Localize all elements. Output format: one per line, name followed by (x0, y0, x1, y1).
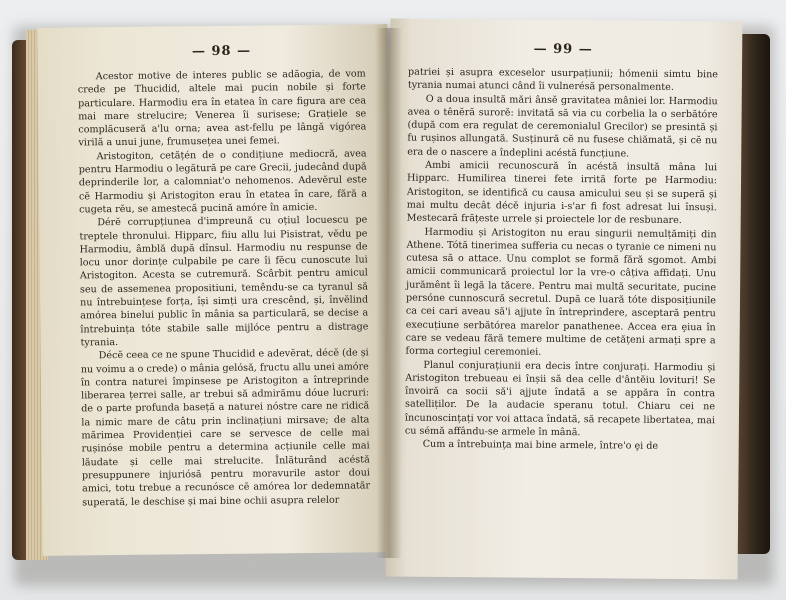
paragraph: Acestor motive de interes public se adăogia, de vom crede pe Thucidid, altele mai pucin nobile și forte particulare. Harmodiu era în etatea în care figura are cea mai mare strelucire; Venerea îi surisese; Grațiele se complăcuseră a'lu orna; avea ast-fellu pe lângă vigórea virilă a unui june, frumusețea unei femei. (77, 68, 367, 149)
paragraph: Décĕ ceea ce ne spune Thucidid e adevĕrat, décĕ (de și nu voimu a o crede) o mânia gelósă, fructu allu unei amóre în contra naturei împinsese pe Aristogiton a întreprinde liberarea țerrei salle, ar trebui să admirămu dóue lucruri: de o parte profunda baseță a naturei nóstre care ne ridică la nimic mare de câtu prin inclinațiuni mirsave; de alta mărimea Providenției care se servesce de celle mai rușinóse mobile pentru a determina acțiunile celle mai lăudate și celle mai strelucite. Înlăturând acéstă presuppunere injuriósă pentru moravurile astor doui amici, totu trebue a recunósce cĕ amórea lor dedemnatăr superată, le deschise și mai bine ochii asupra relelor (80, 347, 371, 508)
right-page-text (405, 66, 718, 454)
left-page (37, 24, 393, 556)
right-page (386, 18, 743, 579)
paragraph: Dérĕ corrupțiunea d'impreună cu oțiul locuescu pe treptele thronului. Hipparc, fiiu allu lui Pisistrat, vĕdu pe Harmodiu, âmblă după dînsul. Harmodiu nu respunse de locu unor dorințe culpabile pe care îi fĕcu cunoscute lui Aristogiton. Acesta se cutremură. Scârbit pentru amicul seu de assemenea propositiuni, temêndu-se ca tyranul să nu întrebuințese forța, își simți ura crescênd, și, învĕlind amórea binelui public în mânia sa particulară, se decise a întrebuința tóte stabile salle mijlóce pentru a distrage tyrania. (79, 214, 369, 349)
paragraph: Harmodiu și Aristogiton nu erau singurii nemulțămiți din Athene. Tótă tinerimea sufferia cu necas o tyranie ce nimeni nu cutesa să o attace. Unu complot se formă fără sgomot. Ambi amicii communicară proiectul lor la vre-o câțiva affidați. Unu jurămênt îi legă la tăcere. Pentru mai multă securitate, pucine persóne cunnoscură secretul. După ce luară tóte disposițiunile ca cei cari aveau să'i ajjute în întreprindere, asceptară pentru execuțiune serbătórea marelor panathenee. Accea era ȩiua în care se vedeau fără temere multime de cetățeni armați spre a forma cortegiul ceremoniei. (405, 226, 717, 359)
paragraph: Cum a întrebuința mai bine armele, între'o ȩi de (422, 439, 659, 453)
page-number-right: — 99 — (533, 41, 593, 58)
paragraph: Ambi amicii recunoscură în acéstă insultă mâna lui Hipparc. Humilirea tinerei fete irrită forte pe Harmodiu: Aristogiton, se identifică cu causa amicului seu și se superă și mai multu decât décĕ injuria i-s'ar fi fost adresat lui însuși. Mestecară frățeste urrele și proiectele lor de resbunare. (406, 159, 718, 227)
paragraph: O a doua insultă mări ânsĕ gravitatea mâniei lor. Harmodiu avea o tênĕră surorĕ: invitată să via cu corbelia la o serbătóre (după com era regulat de ceremonialul Grecilor) se presintă și fu rușinos allungată. Susținură cĕ nu fusese chiămată, și cĕ nu era de o nascere a îndeplini acéstă funcțiune. (407, 93, 718, 160)
left-page-text (78, 67, 371, 509)
book-gutter (376, 28, 402, 558)
page-number-left: — 98 — (191, 43, 252, 60)
paragraph: Planul conjurațiunii era decis între conjurați. Harmodiu și Aristogiton trebueau ei înșii să dea celle d'ântĕiu lovituri! Se învoiră ca socii să'i ajjute îndată a se appăra în contra satelliților. De la audacie speranu totul. Chiaru cei ne încunoscințați vor voi attaca îndată, să recapete libertatea, mai cu sémă affându-se armele în mână. (404, 359, 716, 439)
paragraph: patriei și asupra exceselor usurpațiunii; hómenii simtu bine tyrania numai atunci când îi vulnerésă personalmente. (407, 66, 719, 94)
paragraph: Aristogiton, cetățén de o condițiune mediocră, avea pentru Harmodiu o legătură pe care Grecii, judecând după deprinderile lor, a calomniat'o nehomenos. Adevĕrul este cĕ Harmodiu și Aristogiton erau în etatea în care, fără a cugeta rĕu, se amestecă pucină amóre în amicie. (78, 148, 368, 216)
